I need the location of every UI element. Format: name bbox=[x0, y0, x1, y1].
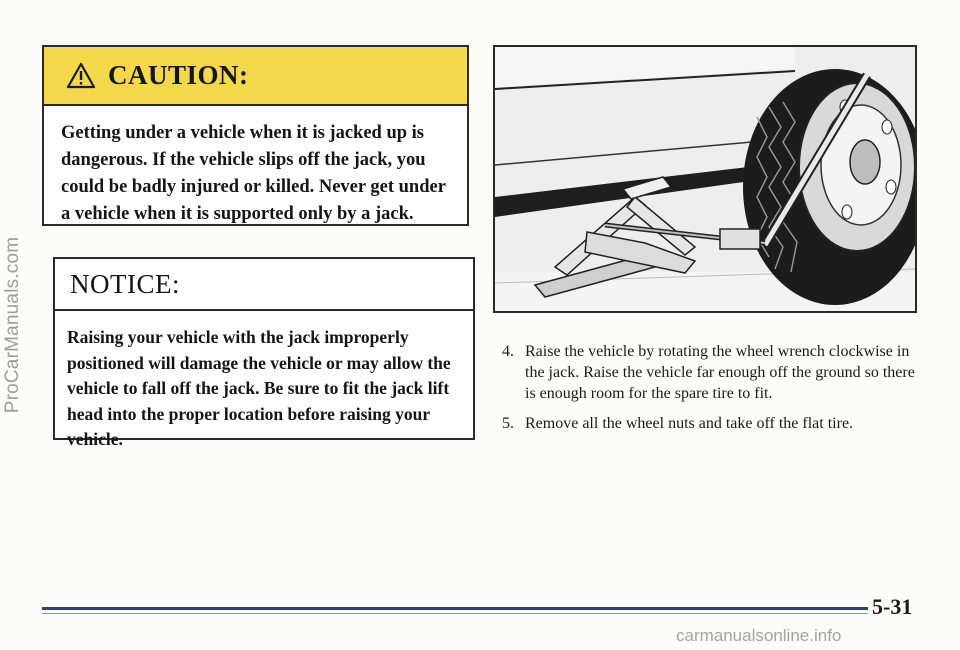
notice-box bbox=[53, 257, 475, 449]
caution-header bbox=[44, 47, 467, 106]
steps-list bbox=[502, 341, 922, 443]
step-number: 4. bbox=[502, 343, 514, 360]
step-item bbox=[502, 341, 922, 404]
step-number: 5. bbox=[502, 415, 514, 432]
caution-box bbox=[42, 45, 469, 226]
side-watermark bbox=[0, 0, 28, 650]
bottom-watermark: carmanualsonline.info bbox=[676, 626, 842, 645]
notice-text: Raising your vehicle with the jack improperly positioned will damage the vehicle or may allow the vehicle to fall off the jack. Be sure to fit the jack lift head into the proper location before raising your vehicle. bbox=[67, 327, 451, 449]
side-watermark-text: ProCarManuals.com bbox=[2, 236, 23, 414]
caution-title: CAUTION: bbox=[108, 60, 249, 90]
step-text: Remove all the wheel nuts and take off the flat tire. bbox=[525, 415, 854, 432]
step-item bbox=[502, 413, 922, 434]
page-number: 5-31 bbox=[872, 594, 913, 619]
caution-text: Getting under a vehicle when it is jacked up is dangerous. If the vehicle slips off the jack, you could be badly injured or killed. Never get under a vehicle when it is supported only by a jack. bbox=[61, 123, 446, 224]
footer-rule-thin bbox=[42, 613, 868, 614]
notice-header bbox=[55, 259, 473, 311]
step-text: Raise the vehicle by rotating the wheel wrench clockwise in the jack. Raise the vehicle far enough off the ground so there is enough room for the spare tire to fit. bbox=[525, 343, 915, 402]
notice-title: NOTICE: bbox=[70, 268, 180, 299]
footer-rule bbox=[42, 607, 868, 610]
jack-wheel-drawing bbox=[495, 47, 915, 311]
jack-illustration bbox=[493, 45, 917, 313]
warning-triangle-icon bbox=[66, 62, 96, 89]
